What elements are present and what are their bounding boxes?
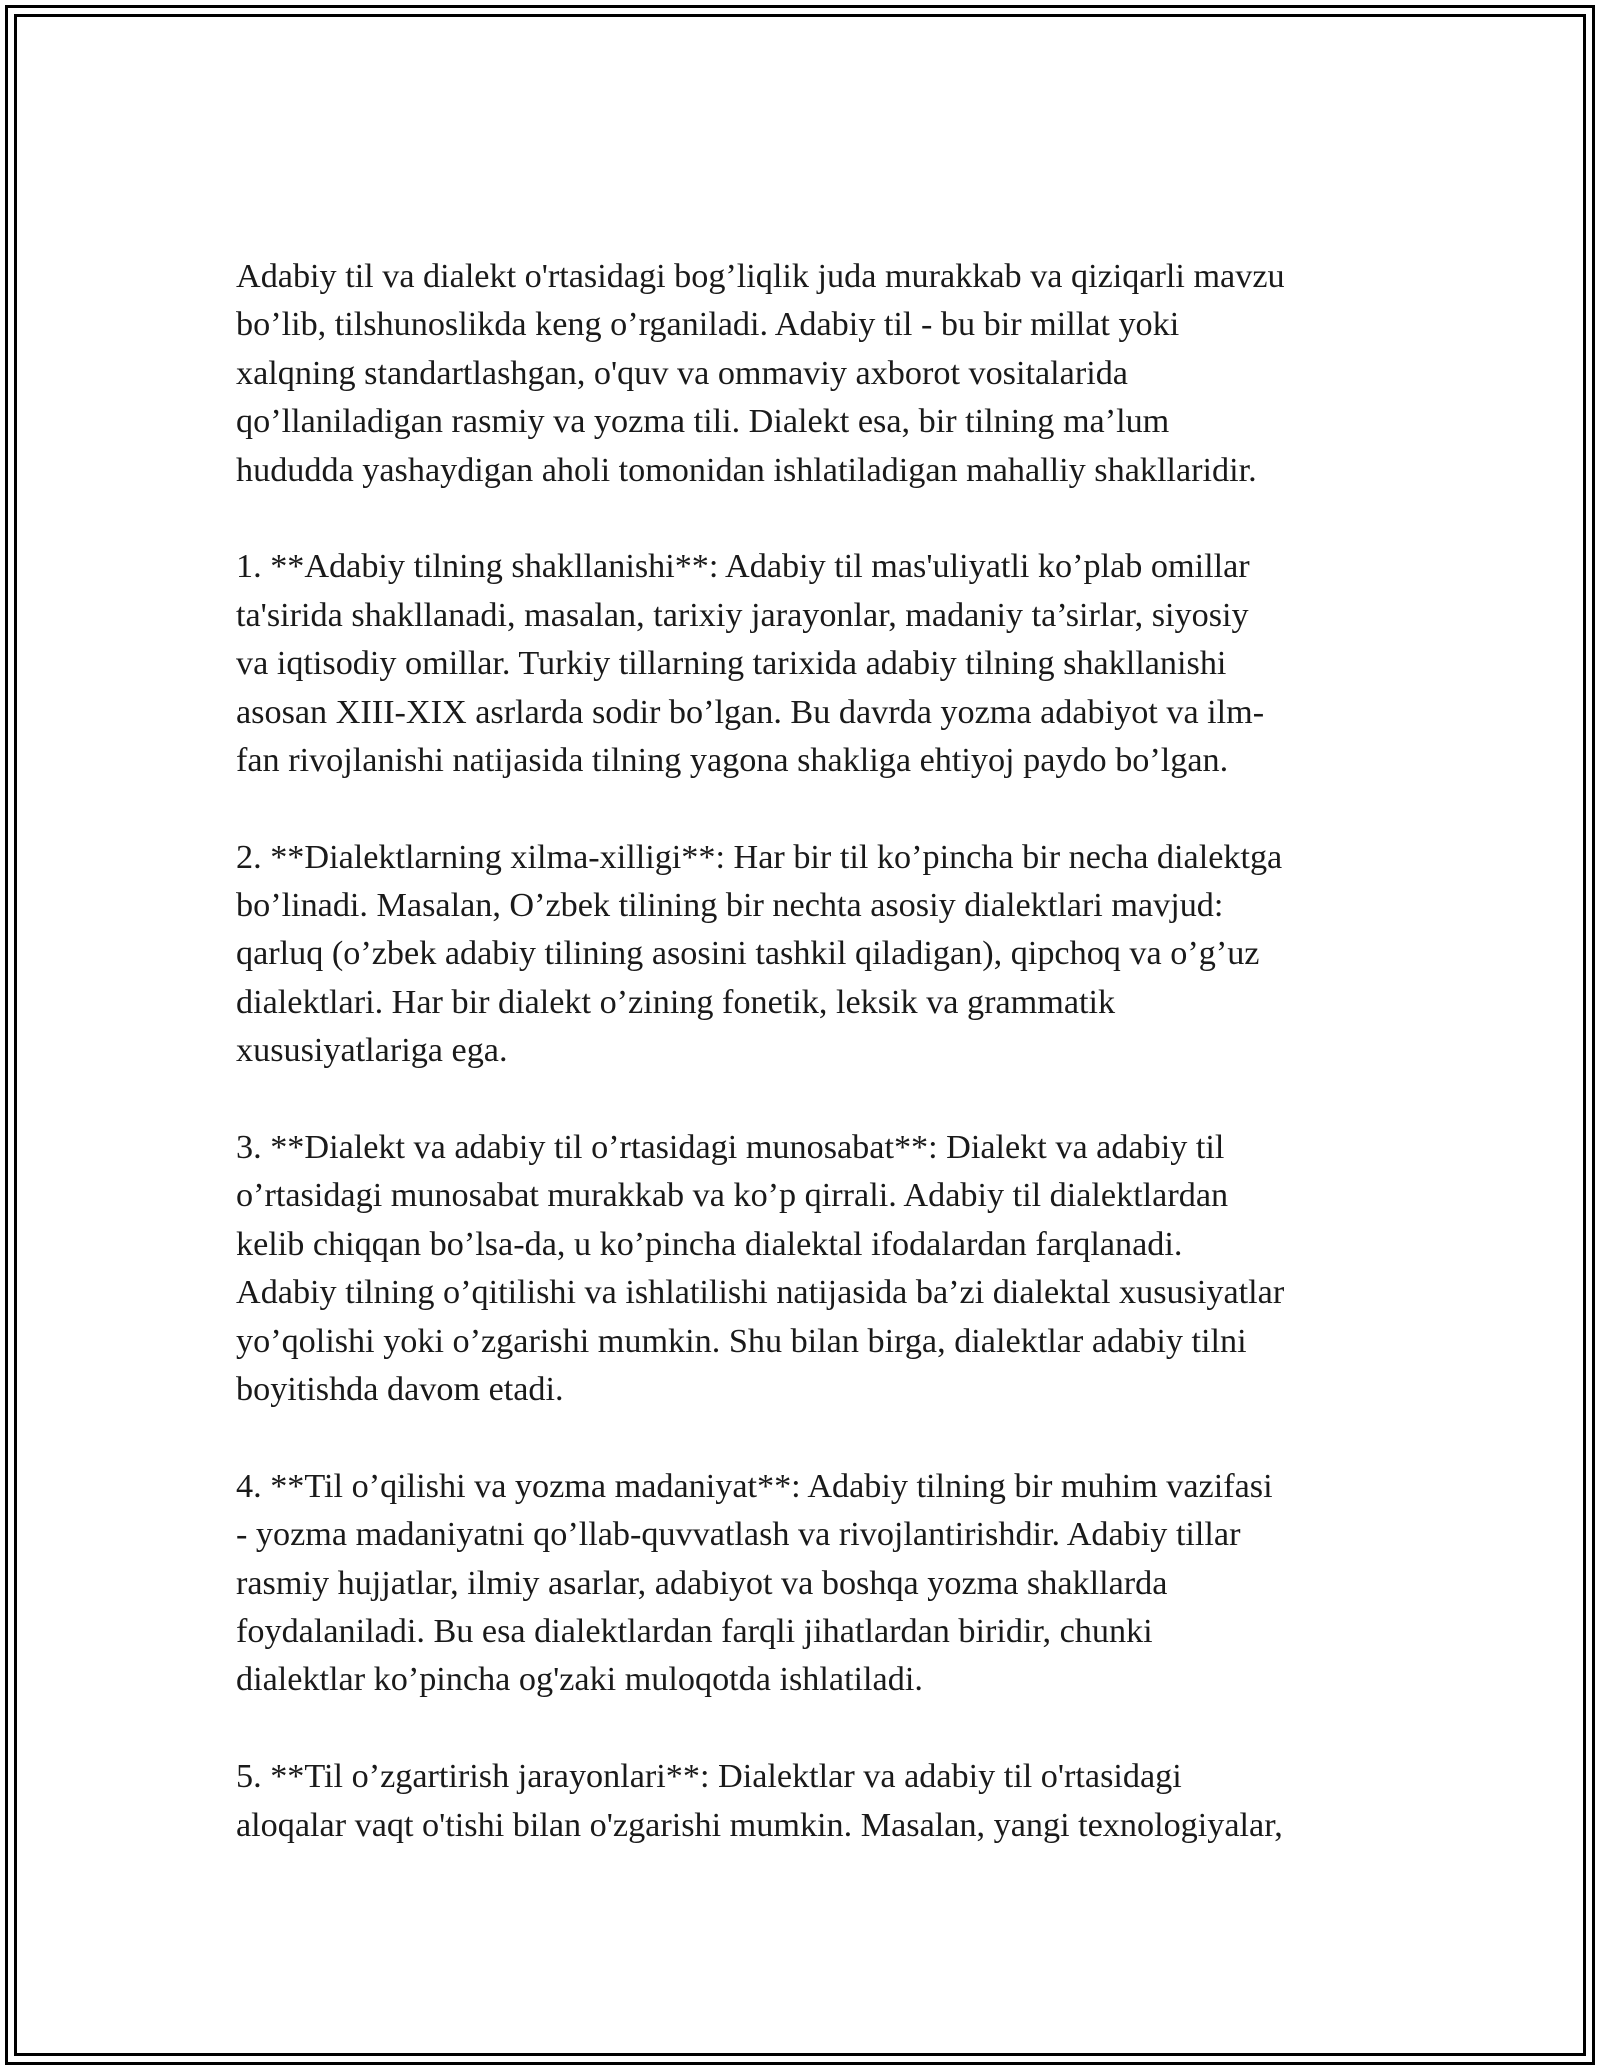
text-line: boyitishda davom etadi. xyxy=(236,1370,564,1408)
text-line: dialektlar ko’pincha og'zaki muloqotda ishlatiladi. xyxy=(236,1661,923,1699)
paragraph-gap xyxy=(236,785,1396,833)
text-line: Adabiy tilning o’qitilishi va ishlatilishi natijasida ba’zi dialektal xususiyatlar xyxy=(236,1274,1285,1312)
text-line: qarluq (o’zbek adabiy tilining asosini tashkil qiladigan), qipchoq va o’g’uz xyxy=(236,935,1260,973)
text-line: foydalaniladi. Bu esa dialektlardan farqli jihatlardan biridir, chunki xyxy=(236,1612,1153,1650)
paragraph-gap xyxy=(236,1705,1396,1753)
text-line: yo’qolishi yoki o’zgarishi mumkin. Shu bilan birga, dialektlar adabiy tilni xyxy=(236,1322,1247,1360)
text-line: dialektlari. Har bir dialekt o’zining fonetik, leksik va grammatik xyxy=(236,983,1116,1021)
text-line: aloqalar vaqt o'tishi bilan o'zgarishi mumkin. Masalan, yangi texnologiyalar, xyxy=(236,1806,1283,1844)
text-line: xususiyatlariga ega. xyxy=(236,1032,508,1070)
text-line: va iqtisodiy omillar. Turkiy tillarning tarixida adabiy tilning shakllanishi xyxy=(236,645,1227,683)
text-line: 2. **Dialektlarning xilma-xilligi**: Har bir til ko’pincha bir necha dialektga xyxy=(236,838,1283,876)
text-line: fan rivojlanishi natijasida tilning yagona shakliga ehtiyoj paydo bo’lgan. xyxy=(236,741,1229,779)
paragraph-gap xyxy=(236,495,1396,543)
text-line: - yozma madaniyatni qo’llab-quvvatlash va rivojlantirishdir. Adabiy tillar xyxy=(236,1516,1241,1554)
text-line: 5. **Til o’zgartirish jarayonlari**: Dialektlar va adabiy til o'rtasidagi xyxy=(236,1758,1182,1796)
text-line: bo’linadi. Masalan, O’zbek tilining bir nechta asosiy dialektlari mavjud: xyxy=(236,887,1224,925)
text-line: asosan XIII-XIX asrlarda sodir bo’lgan. Bu davrda yozma adabiyot va ilm- xyxy=(236,693,1265,731)
text-line: xalqning standartlashgan, o'quv va ommaviy axborot vositalarida xyxy=(236,354,1128,392)
text-line: ta'sirida shakllanadi, masalan, tarixiy jarayonlar, madaniy ta’sirlar, siyosiy xyxy=(236,596,1249,634)
text-line: rasmiy hujjatlar, ilmiy asarlar, adabiyot va boshqa yozma shakllarda xyxy=(236,1564,1168,1602)
paragraph-gap xyxy=(236,1076,1396,1124)
paragraph-gap xyxy=(236,1414,1396,1462)
text-line: qo’llaniladigan rasmiy va yozma tili. Dialekt esa, bir tilning ma’lum xyxy=(236,403,1170,441)
text-line: Adabiy til va dialekt o'rtasidagi bog’liqlik juda murakkab va qiziqarli mavzu xyxy=(236,258,1285,295)
text-line: o’rtasidagi munosabat murakkab va ko’p qirrali. Adabiy til dialektlardan xyxy=(236,1177,1229,1215)
text-line: hududda yashaydigan aholi tomonidan ishlatiladigan mahalliy shakllaridir. xyxy=(236,451,1257,489)
text-line: 3. **Dialekt va adabiy til o’rtasidagi munosabat**: Dialekt va adabiy til xyxy=(236,1129,1225,1167)
text-line: kelib chiqqan bo’lsa-da, u ko’pincha dialektal ifodalardan farqlanadi. xyxy=(236,1225,1183,1263)
text-line: bo’lib, tilshunoslikda keng o’rganiladi. Adabiy til - bu bir millat yoki xyxy=(236,306,1180,344)
text-line: 1. **Adabiy tilning shakllanishi**: Adabiy til mas'uliyatli ko’plab omillar xyxy=(236,548,1250,586)
document-body xyxy=(236,253,1396,1850)
text-line: 4. **Til o’qilishi va yozma madaniyat**: Adabiy tilning bir muhim vazifasi xyxy=(236,1467,1273,1505)
